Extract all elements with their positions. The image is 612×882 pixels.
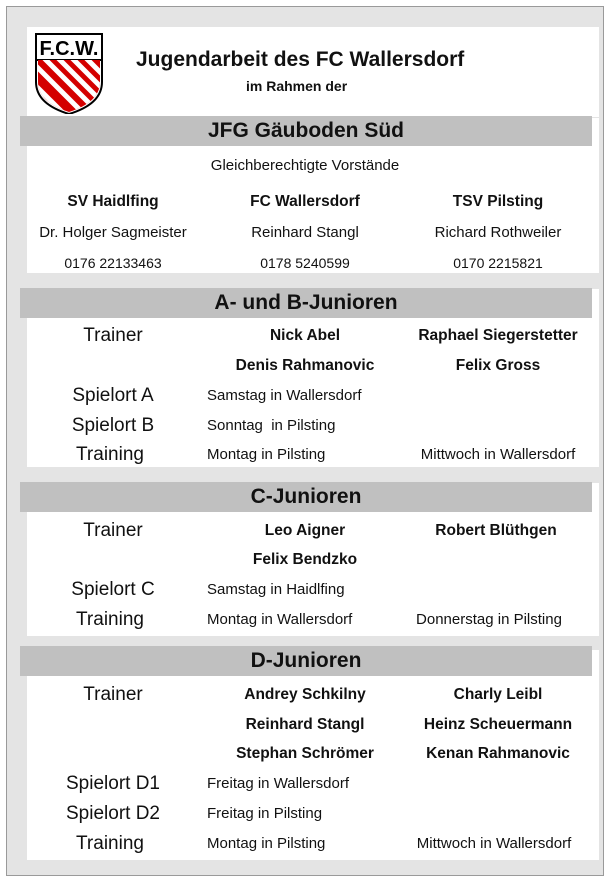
spielort-b-value: Sonntag in Pilsting (207, 417, 336, 434)
jfg-note: Gleichberechtigte Vorstände (210, 157, 400, 174)
jfg-title-bar (20, 116, 592, 146)
trainer-name: Raphael Siegerstetter (418, 327, 578, 344)
club-person: Richard Rothweiler (434, 224, 562, 241)
club-phone: 0176 22133463 (64, 255, 162, 271)
training-label: Training (76, 609, 144, 630)
trainer-name: Charly Leibl (453, 686, 543, 703)
spielort-d1-label: Spielort D1 (66, 773, 160, 794)
ab-title: A- und B-Junioren (214, 291, 398, 314)
training-value: Montag in Wallersdorf (207, 611, 353, 628)
spielort-d2-label: Spielort D2 (66, 803, 160, 824)
spielort-d2-value: Freitag in Pilsting (207, 805, 323, 822)
c-title-bar (20, 482, 592, 512)
trainer-name: Denis Rahmanovic (235, 357, 375, 374)
trainer-name: Heinz Scheuermann (423, 716, 573, 733)
trainer-name: Felix Bendzko (252, 551, 358, 568)
spielort-c-label: Spielort C (71, 579, 155, 600)
training-value: Donnerstag in Pilsting (416, 611, 562, 628)
spielort-d1-value: Freitag in Wallersdorf (207, 775, 349, 792)
page-title: Jugendarbeit des FC Wallersdorf (136, 48, 465, 71)
ab-title-bar (20, 288, 592, 318)
trainer-name: Kenan Rahmanovic (426, 745, 570, 762)
spielort-b-label: Spielort B (71, 415, 155, 436)
trainer-name: Robert Blüthgen (435, 522, 557, 539)
club-phone: 0178 5240599 (260, 255, 350, 271)
trainer-name: Reinhard Stangl (245, 716, 365, 733)
trainer-name: Nick Abel (269, 327, 341, 344)
d-title: D-Junioren (250, 649, 362, 672)
page-subtitle: im Rahmen der (246, 78, 348, 94)
spielort-c-value: Samstag in Haidlfing (207, 581, 345, 598)
jfg-title: JFG Gäuboden Süd (207, 119, 404, 142)
club-name: SV Haidlfing (67, 193, 159, 210)
training-label: Training (76, 833, 144, 854)
club-person: Reinhard Stangl (251, 224, 359, 241)
fcw-logo (30, 30, 108, 114)
training-value: Montag in Pilsting (207, 446, 326, 463)
spielort-a-label: Spielort A (72, 385, 154, 406)
trainer-name: Andrey Schkilny (244, 686, 366, 703)
trainer-label: Trainer (83, 684, 143, 705)
club-name: FC Wallersdorf (250, 193, 360, 210)
training-value: Mittwoch in Wallersdorf (420, 446, 576, 463)
logo-text: F.C.W. (39, 38, 99, 60)
trainer-label: Trainer (83, 520, 143, 541)
training-value: Montag in Pilsting (207, 835, 326, 852)
club-phone: 0170 2215821 (453, 255, 543, 271)
d-title-bar (20, 646, 592, 676)
trainer-label: Trainer (83, 325, 143, 346)
trainer-name: Leo Aigner (264, 522, 346, 539)
training-value: Mittwoch in Wallersdorf (416, 835, 572, 852)
trainer-name: Felix Gross (455, 357, 541, 374)
club-name: TSV Pilsting (452, 193, 544, 210)
club-person: Dr. Holger Sagmeister (39, 224, 187, 241)
trainer-name: Stephan Schrömer (236, 745, 374, 762)
training-label: Training (76, 444, 144, 465)
spielort-a-value: Samstag in Wallersdorf (207, 387, 362, 404)
c-title: C-Junioren (250, 485, 362, 508)
